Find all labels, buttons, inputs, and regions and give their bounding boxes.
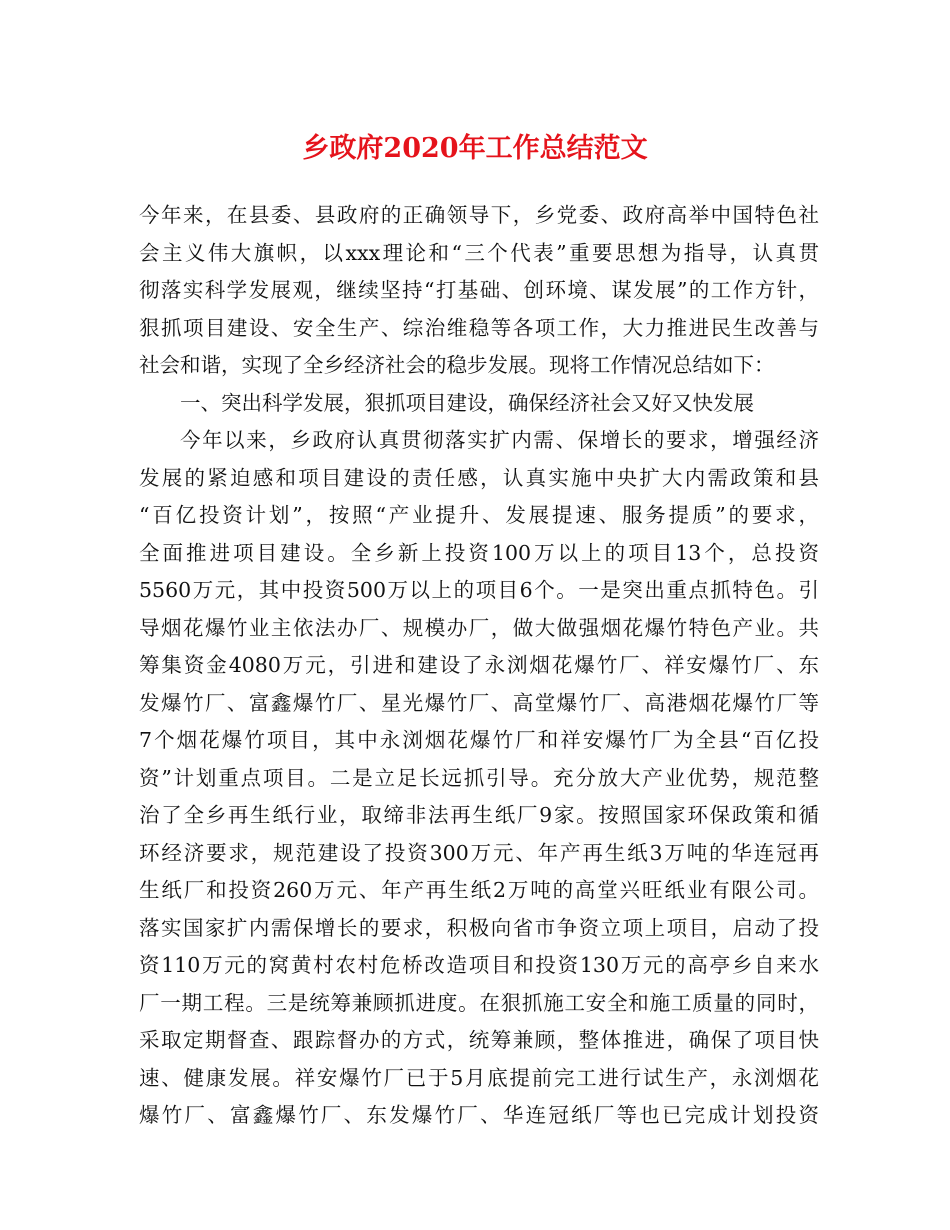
text-line: 狠抓项目建设、安全生产、综治维稳等各项工作，大力推进民生改善与 (139, 315, 819, 340)
text-line: 采取定期督查、跟踪督办的方式，统筹兼顾，整体推进，确保了项目快 (139, 1028, 819, 1052)
text-line: 全面推进项目建设。全乡新上投资100万以上的项目13个，总投资 (139, 540, 819, 565)
text-line: 厂一期工程。三是统筹兼顾抓进度。在狠抓施工安全和施工质量的同时， (139, 990, 819, 1015)
text-line: 资”计划重点项目。二是立足长远抓引导。充分放大产业优势，规范整 (139, 765, 819, 790)
text-line: 资110万元的窝黄村农村危桥改造项目和投资130万元的高亭乡自来水 (139, 953, 819, 977)
text-line: 爆竹厂、富鑫爆竹厂、东发爆竹厂、华连冠纸厂等也已完成计划投资 (139, 1103, 819, 1127)
text-line: 发展的紧迫感和项目建设的责任感，认真实施中央扩大内需政策和县 (139, 465, 819, 490)
text-line: 生纸厂和投资260万元、年产再生纸2万吨的高堂兴旺纸业有限公司。 (139, 878, 819, 902)
text-line: 7个烟花爆竹项目，其中永浏烟花爆竹厂和祥安爆竹厂为全县“百亿投 (139, 728, 819, 752)
text-line: 速、健康发展。祥安爆竹厂已于5月底提前完工进行试生产，永浏烟花 (139, 1065, 819, 1090)
document-body (139, 197, 819, 1135)
text-line: 会主义伟大旗帜，以xxx理论和“三个代表”重要思想为指导，认真贯 (139, 240, 819, 265)
text-line: 一、突出科学发展，狠抓项目建设，确保经济社会又好又快发展 (180, 390, 754, 415)
text-line: 导烟花爆竹业主依法办厂、规模办厂，做大做强烟花爆竹特色产业。共 (139, 615, 819, 640)
text-line: 今年来，在县委、县政府的正确领导下，乡党委、政府高举中国特色社 (139, 203, 819, 227)
document-title: 乡政府2020年工作总结范文 (302, 133, 648, 164)
text-line: 社会和谐，实现了全乡经济社会的稳步发展。现将工作情况总结如下： (139, 353, 775, 377)
text-line: 治了全乡再生纸行业，取缔非法再生纸厂9家。按照国家环保政策和循 (139, 803, 819, 827)
text-line: 环经济要求，规范建设了投资300万元、年产再生纸3万吨的华连冠再 (139, 840, 819, 865)
text-line: 今年以来，乡政府认真贯彻落实扩内需、保增长的要求，增强经济 (180, 428, 819, 452)
text-line: “百亿投资计划”，按照“产业提升、发展提速、服务提质”的要求， (139, 503, 819, 527)
text-line: 发爆竹厂、富鑫爆竹厂、星光爆竹厂、高堂爆竹厂、高港烟花爆竹厂等 (139, 690, 819, 715)
text-line: 彻落实科学发展观，继续坚持“打基础、创环境、谋发展”的工作方针， (139, 278, 819, 302)
text-line: 落实国家扩内需保增长的要求，积极向省市争资立项上项目，启动了投 (139, 915, 819, 940)
text-line: 5560万元，其中投资500万以上的项目6个。一是突出重点抓特色。引 (139, 578, 819, 602)
text-line: 筹集资金4080万元，引进和建设了永浏烟花爆竹厂、祥安爆竹厂、东 (139, 653, 819, 677)
